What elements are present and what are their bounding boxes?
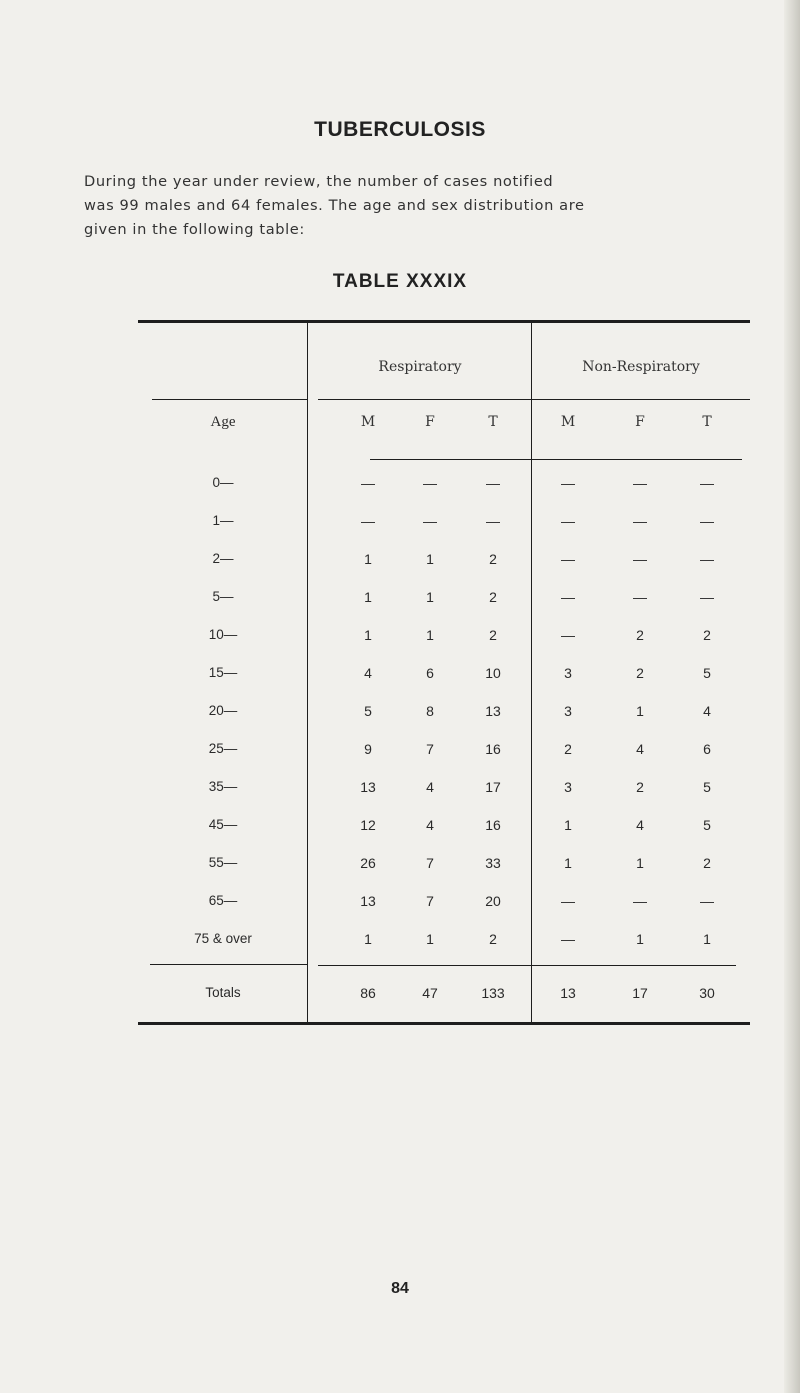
table-cell: 1 — [364, 589, 372, 605]
page-title: TUBERCULOSIS — [314, 118, 486, 141]
age-header: Age — [210, 414, 236, 430]
table-cell: 1 — [564, 817, 572, 833]
table-cell: — — [423, 475, 437, 491]
table-cell: — — [633, 589, 647, 605]
age-cell: 15— — [208, 665, 238, 680]
totals-cell: 133 — [481, 985, 505, 1001]
table-cell: 2 — [489, 589, 497, 605]
table-cell: 13 — [485, 703, 501, 719]
table-cell: 1 — [426, 589, 434, 605]
table-cell: — — [633, 893, 647, 909]
table-cell: 1 — [703, 931, 711, 947]
table-cell: — — [700, 513, 714, 529]
table-cell: — — [633, 475, 647, 491]
subheader-m: M — [560, 414, 576, 430]
table-cell: 16 — [485, 817, 501, 833]
table-cell: 2 — [489, 627, 497, 643]
totals-cell: 30 — [699, 985, 715, 1001]
page-edge — [784, 0, 800, 1393]
table-cell: 1 — [564, 855, 572, 871]
totals-rule-resp — [318, 965, 531, 966]
table-cell: 1 — [636, 855, 644, 871]
totals-label: Totals — [205, 985, 241, 1000]
table-cell: — — [700, 475, 714, 491]
table-cell: 13 — [360, 893, 376, 909]
table-cell: 4 — [364, 665, 372, 681]
age-cell: 5— — [212, 589, 234, 604]
header-rule-nonresp — [531, 399, 750, 400]
totals-cell: 17 — [632, 985, 648, 1001]
table-cell: 20 — [485, 893, 501, 909]
table-cell: — — [423, 513, 437, 529]
group-header-non-respiratory: Non-Respiratory — [582, 359, 700, 375]
table-cell: 5 — [703, 779, 711, 795]
table-cell: — — [633, 551, 647, 567]
table-cell: 2 — [489, 931, 497, 947]
table-cell: 1 — [364, 551, 372, 567]
table-cell: 7 — [426, 893, 434, 909]
table-cell: 1 — [426, 931, 434, 947]
subheader-t: T — [488, 414, 498, 430]
table-cell: 10 — [485, 665, 501, 681]
table-cell: 2 — [564, 741, 572, 757]
table-cell: 1 — [364, 931, 372, 947]
table-cell: — — [561, 551, 575, 567]
intro-line-3: given in the following table: — [84, 221, 305, 238]
table-cell: — — [561, 589, 575, 605]
table-cell: 2 — [703, 855, 711, 871]
table-cell: 3 — [564, 665, 572, 681]
table-bottom-rule — [138, 1022, 750, 1025]
age-cell: 20— — [208, 703, 238, 718]
table-cell: — — [486, 475, 500, 491]
age-cell: 25— — [208, 741, 238, 756]
age-cell: 1— — [212, 513, 234, 528]
table-cell: 1 — [636, 703, 644, 719]
table-cell: — — [361, 475, 375, 491]
table-cell: — — [486, 513, 500, 529]
header-rule-resp — [318, 399, 531, 400]
table-cell: 5 — [703, 817, 711, 833]
age-cell: 35— — [208, 779, 238, 794]
table-title: TABLE XXXIX — [332, 271, 468, 292]
table-cell: 7 — [426, 741, 434, 757]
table-cell: — — [561, 627, 575, 643]
table-top-rule — [138, 320, 750, 323]
table-cell: 1 — [426, 627, 434, 643]
table-cell: — — [561, 893, 575, 909]
age-cell: 55— — [208, 855, 238, 870]
page-number: 84 — [391, 1280, 409, 1297]
table-cell: 7 — [426, 855, 434, 871]
table-cell: 1 — [636, 931, 644, 947]
intro-paragraph — [84, 170, 774, 242]
table-cell: 17 — [485, 779, 501, 795]
group-header-respiratory: Respiratory — [378, 359, 462, 375]
table-cell: — — [561, 475, 575, 491]
table-cell: 26 — [360, 855, 376, 871]
age-cell: 75 & over — [194, 931, 252, 946]
group-divider-left — [307, 322, 308, 1022]
table-cell: 13 — [360, 779, 376, 795]
table-cell: 6 — [703, 741, 711, 757]
table-cell: 4 — [703, 703, 711, 719]
subheader-m: M — [360, 414, 376, 430]
table-cell: 3 — [564, 703, 572, 719]
subheader-rule-resp — [370, 459, 531, 460]
subheader-f: F — [425, 414, 435, 430]
table-cell: 12 — [360, 817, 376, 833]
table-cell: 2 — [703, 627, 711, 643]
table-cell: — — [561, 513, 575, 529]
table-cell: 6 — [426, 665, 434, 681]
table-cell: 4 — [426, 779, 434, 795]
table-cell: 9 — [364, 741, 372, 757]
table-cell: — — [561, 931, 575, 947]
table-cell: 33 — [485, 855, 501, 871]
table-cell: — — [361, 513, 375, 529]
table-cell: 5 — [703, 665, 711, 681]
table-cell: 2 — [636, 665, 644, 681]
table-cell: 8 — [426, 703, 434, 719]
intro-line-1: During the year under review, the number of cases notified — [84, 173, 554, 190]
table-cell: 4 — [636, 817, 644, 833]
subheader-t: T — [702, 414, 712, 430]
totals-rule-left — [150, 964, 307, 965]
table-cell: 2 — [636, 627, 644, 643]
table-cell: 1 — [364, 627, 372, 643]
subheader-f: F — [635, 414, 645, 430]
table-cell: 2 — [489, 551, 497, 567]
totals-rule-nonresp — [531, 965, 736, 966]
age-cell: 2— — [212, 551, 234, 566]
age-cell: 0— — [212, 475, 234, 490]
table-cell: 4 — [636, 741, 644, 757]
totals-cell: 86 — [360, 985, 376, 1001]
table-cell: 1 — [426, 551, 434, 567]
subheader-rule-nonresp — [531, 459, 742, 460]
intro-line-2: was 99 males and 64 females. The age and sex distribution are — [84, 197, 585, 214]
table-cell: — — [700, 893, 714, 909]
table-cell: 16 — [485, 741, 501, 757]
table-cell: — — [700, 589, 714, 605]
table-cell: 3 — [564, 779, 572, 795]
table-cell: 2 — [636, 779, 644, 795]
age-cell: 10— — [208, 627, 238, 642]
table-cell: 5 — [364, 703, 372, 719]
header-rule-left — [152, 399, 307, 400]
group-divider-right — [531, 322, 532, 1022]
table-cell: 4 — [426, 817, 434, 833]
totals-cell: 13 — [560, 985, 576, 1001]
age-cell: 65— — [208, 893, 238, 908]
table-cell: — — [633, 513, 647, 529]
totals-cell: 47 — [422, 985, 438, 1001]
age-cell: 45— — [208, 817, 238, 832]
table-cell: — — [700, 551, 714, 567]
